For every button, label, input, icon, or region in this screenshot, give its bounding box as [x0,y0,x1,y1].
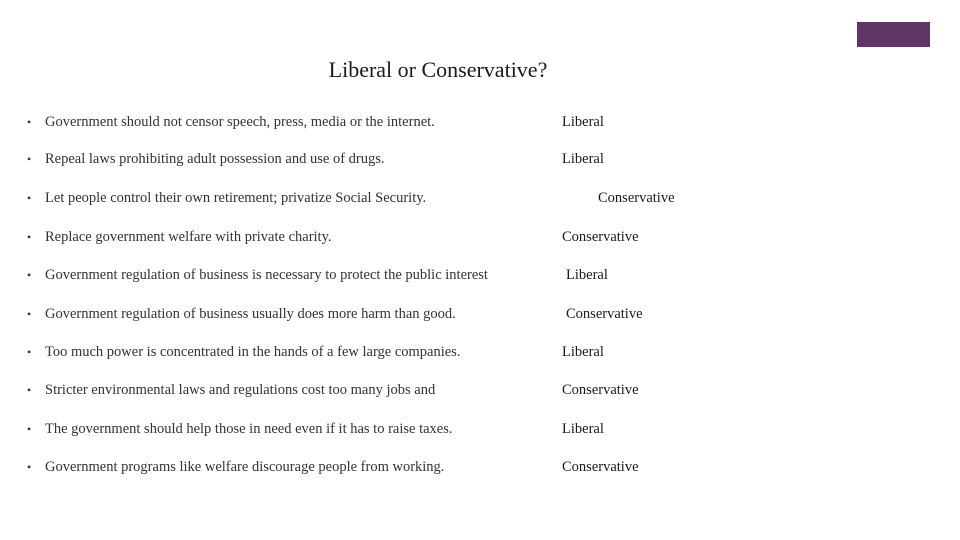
answer-label: Conservative [562,459,639,475]
statement-text: Government regulation of business usually does more harm than good. [45,306,456,322]
answer-label: Conservative [562,229,639,245]
answer-label: Liberal [562,421,604,437]
answer-label: Liberal [562,151,604,167]
bullet: • [27,307,32,321]
bullet: • [27,152,32,166]
bullet: • [27,422,32,436]
bullet: • [27,115,32,129]
statement-text: Too much power is concentrated in the hands of a few large companies. [45,344,461,360]
statement-text: Repeal laws prohibiting adult possession and use of drugs. [45,151,385,167]
slide-title: Liberal or Conservative? [328,57,548,82]
bullet: • [27,345,32,359]
bullet: • [27,191,32,205]
statement-text: Replace government welfare with private charity. [45,229,332,245]
bullet: • [27,230,32,244]
answer-label: Liberal [566,267,608,283]
statement-text: Government regulation of business is necessary to protect the public interest [45,267,488,283]
answer-label: Liberal [562,344,604,360]
statement-text: Stricter environmental laws and regulations cost too many jobs and [45,382,436,398]
answer-label: Conservative [566,306,643,322]
statement-text: The government should help those in need even if it has to raise taxes. [45,421,453,437]
answer-label: Liberal [562,114,604,130]
bullet: • [27,268,32,282]
statement-text: Government should not censor speech, press, media or the internet. [45,114,435,130]
bullet: • [27,383,32,397]
statement-text: Government programs like welfare discourage people from working. [45,459,445,475]
accent-bar [857,22,930,47]
answer-label: Conservative [598,190,675,206]
bullet: • [27,460,32,474]
answer-label: Conservative [562,382,639,398]
statement-text: Let people control their own retirement; privatize Social Security. [45,190,427,206]
